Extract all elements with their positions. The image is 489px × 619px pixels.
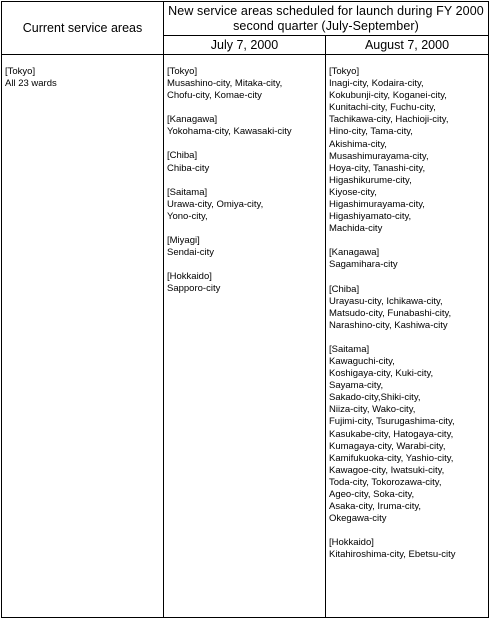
region-group: [167, 114, 325, 138]
region-group: [167, 271, 325, 295]
region-cities: Sagamihara-city: [329, 259, 398, 271]
region-name: [Saitama]: [167, 186, 208, 198]
region-name: [Miyagi]: [167, 234, 200, 246]
region-cities: All 23 wards: [5, 78, 57, 90]
region-group: [5, 66, 163, 90]
august-areas-cell: [326, 55, 489, 618]
region-name: [Saitama]: [329, 343, 370, 355]
region-cities: Kawaguchi-city, Koshigaya-city, Kuki-city, Sayama-city, Sakado-city,Shiki-city, Niiza-city, Wako-city, Fujimi-city, Tsurugashima-city, Kasukabe-city, Hatogaya-city, Kumagaya-city, Warabi-city, Kamifukuoka-city, Yashio-city, Kawagoe-city, Iwatsuki-city, Toda-city, Tokorozawa-city, Ageo-city, Soka-city, Asaka-city, Iruma-city, Okegawa-city: [329, 355, 455, 525]
current-areas-header: Current service areas: [2, 2, 164, 55]
region-cities: Sendai-city: [167, 247, 214, 259]
region-name: [Chiba]: [167, 150, 198, 162]
header-row: [2, 2, 489, 36]
areas-row: [2, 55, 489, 618]
region-cities: Yokohama-city, Kawasaki-city: [167, 126, 292, 138]
july-areas-cell: [164, 55, 326, 618]
current-areas-list: [2, 55, 163, 90]
region-name: [Hokkaido]: [167, 271, 212, 283]
current-areas-cell: [2, 55, 164, 618]
region-group: [329, 66, 488, 235]
region-name: [Tokyo]: [167, 66, 198, 77]
region-group: [167, 235, 325, 259]
region-cities: Urawa-city, Omiya-city, Yono-city,: [167, 198, 264, 222]
july-date-header: July 7, 2000: [164, 36, 326, 55]
region-group: [329, 537, 488, 561]
region-cities: Inagi-city, Kodaira-city, Kokubunji-city, Koganei-city, Kunitachi-city, Fuchu-city, Tachikawa-city, Hachioji-city, Hino-city, Tama-city, Akishima-city, Musashimurayama-city, Hoya-city, Tanashi-city, Higashikurume-city, Kiyose-city, Higashimurayama-city, Higashiyamato-city, Machida-city: [329, 78, 449, 235]
region-group: [329, 284, 488, 332]
region-name: [Tokyo]: [329, 66, 360, 77]
region-group: [167, 66, 325, 102]
region-name: [Kanagawa]: [167, 114, 218, 126]
region-cities: Kitahiroshima-city, Ebetsu-city: [329, 549, 456, 561]
region-cities: Chiba-city: [167, 162, 210, 174]
service-areas-table: [1, 1, 489, 618]
region-cities: Musashino-city, Mitaka-city, Chofu-city, Komae-city: [167, 78, 283, 102]
region-group: [167, 187, 325, 223]
region-group: [167, 150, 325, 174]
august-areas-list: [326, 55, 488, 561]
region-group: [329, 247, 488, 271]
new-areas-header: New service areas scheduled for launch during FY 2000 second quarter (July-September): [164, 2, 489, 36]
july-areas-list: [164, 55, 325, 295]
region-cities: Sapporo-city: [167, 283, 221, 295]
region-cities: Urayasu-city, Ichikawa-city, Matsudo-city, Funabashi-city, Narashino-city, Kashiwa-city: [329, 295, 452, 331]
region-name: [Kanagawa]: [329, 247, 380, 259]
region-group: [329, 344, 488, 525]
region-name: [Chiba]: [329, 283, 360, 295]
region-name: [Tokyo]: [5, 66, 36, 77]
august-date-header: August 7, 2000: [326, 36, 489, 55]
region-name: [Hokkaido]: [329, 537, 374, 549]
